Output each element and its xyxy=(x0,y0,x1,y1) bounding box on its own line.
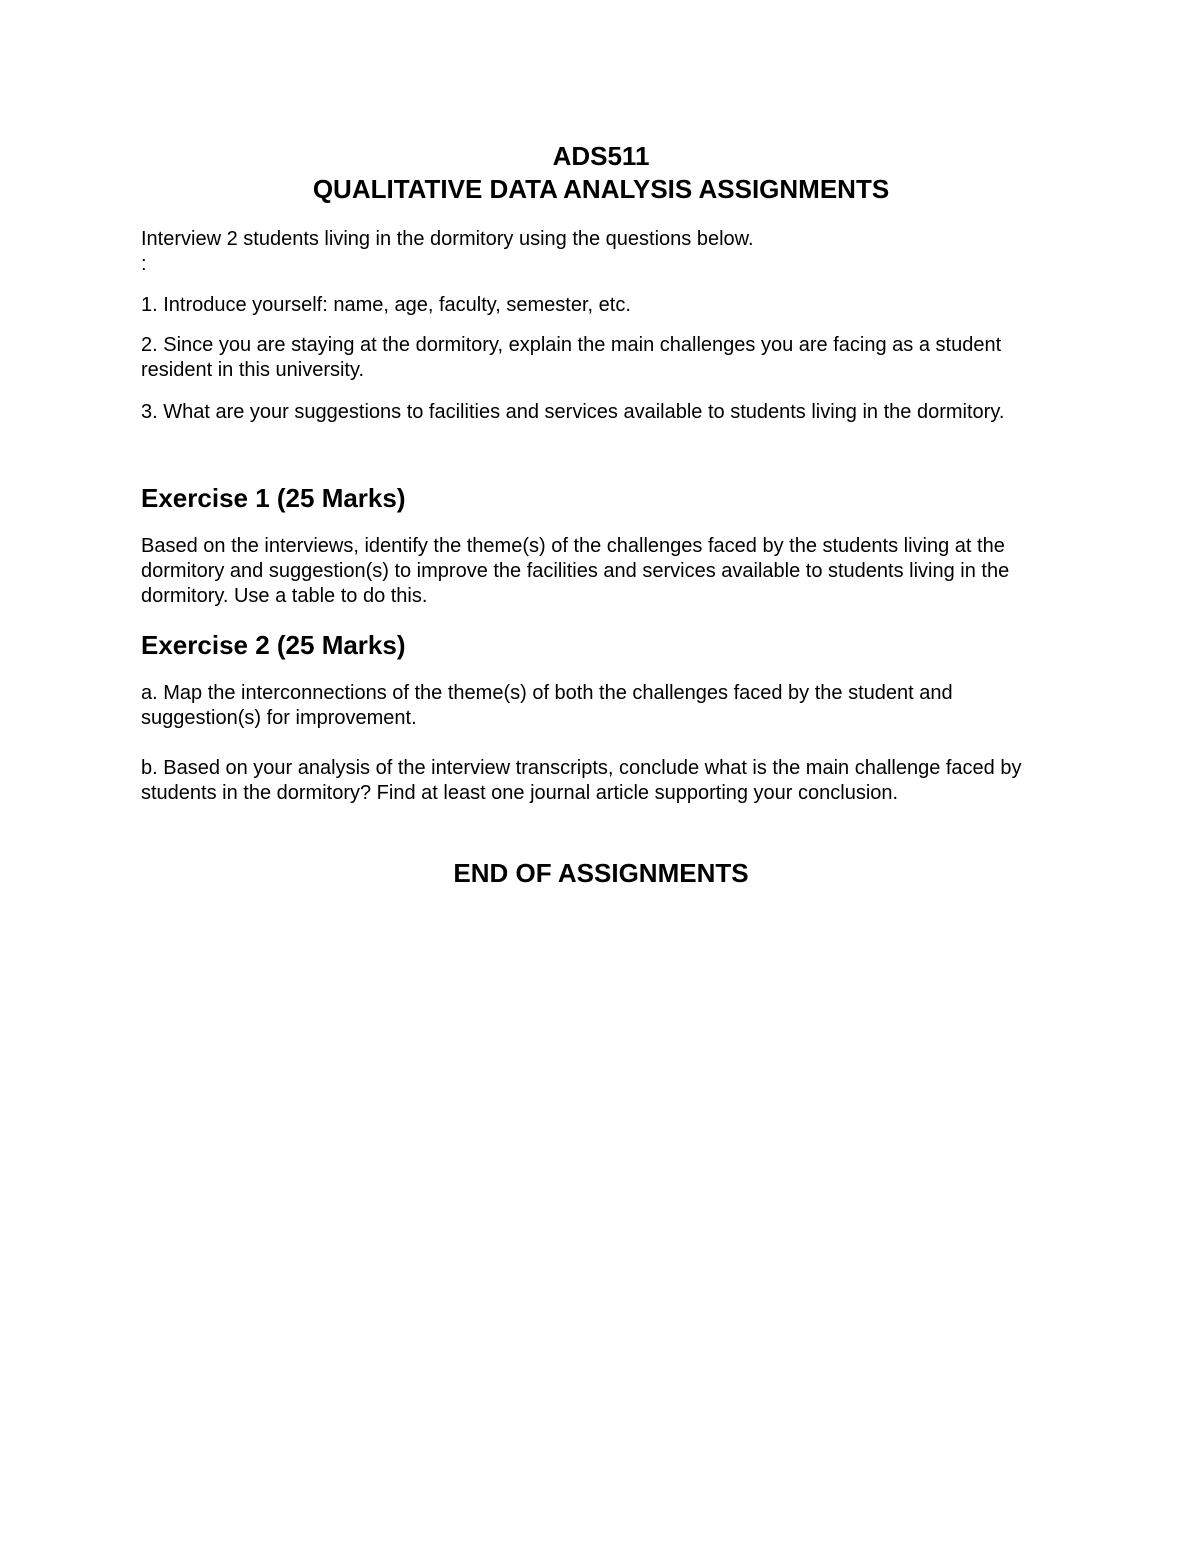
exercise-2-heading: Exercise 2 (25 Marks) xyxy=(141,630,406,660)
document-content xyxy=(141,140,1061,890)
exercise-2-part-b: b. Based on your analysis of the interview transcripts, conclude what is the main challenge faced by students in the dormitory? Find at least one journal article supporting your conclusion. xyxy=(141,757,1022,804)
question-2: 2. Since you are staying at the dormitory, explain the main challenges you are facing as a student resident in this university. xyxy=(141,334,1002,381)
exercise-1-body: Based on the interviews, identify the theme(s) of the challenges faced by the students living at the dormitory and suggestion(s) to improve the facilities and services available to students living in the dormitory. Use a table to do this. xyxy=(141,535,1010,607)
document-title: QUALITATIVE DATA ANALYSIS ASSIGNMENTS xyxy=(312,174,890,204)
exercise-1-heading: Exercise 1 (25 Marks) xyxy=(141,483,406,513)
question-3: 3. What are your suggestions to facilities and services available to students living in the dormitory. xyxy=(141,401,1005,423)
intro-text: Interview 2 students living in the dormitory using the questions below. xyxy=(141,228,754,250)
course-code: ADS511 xyxy=(552,141,650,171)
intro-colon: : xyxy=(141,253,147,275)
exercise-2-part-a: a. Map the interconnections of the theme(s) of both the challenges faced by the student and suggestion(s) for improvement. xyxy=(141,682,953,729)
question-1: 1. Introduce yourself: name, age, faculty, semester, etc. xyxy=(141,294,631,316)
end-of-assignments: END OF ASSIGNMENTS xyxy=(453,858,749,888)
